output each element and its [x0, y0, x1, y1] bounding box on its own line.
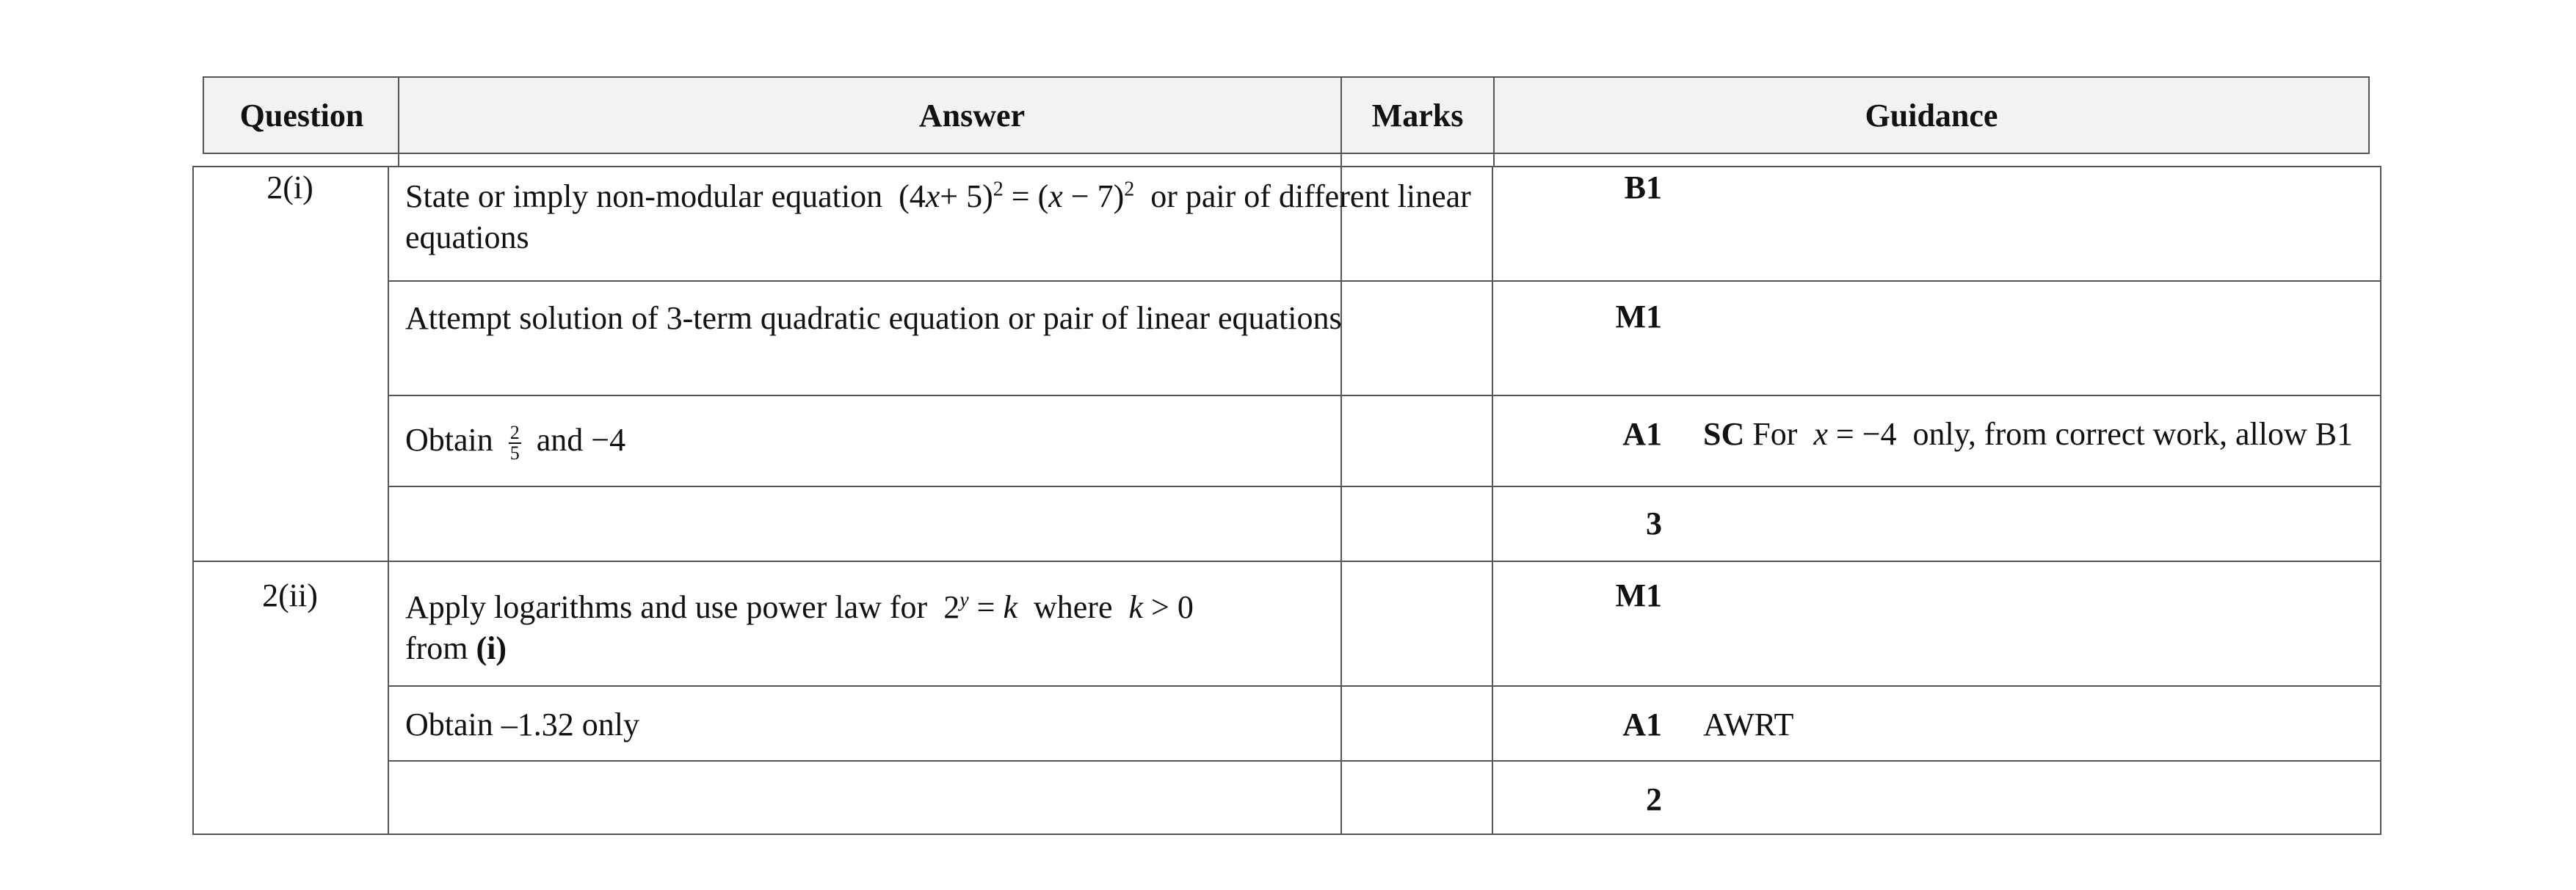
guidance-text: AWRT	[1703, 707, 1794, 743]
marks-value: M1	[1615, 299, 1662, 335]
marks-value: A1	[1622, 416, 1662, 452]
fraction: $\frac{2}{5}$	[509, 421, 520, 464]
marks-total: 2	[1646, 781, 1662, 817]
marks-total: 3	[1646, 506, 1662, 541]
row-divider	[194, 561, 2381, 562]
question-label: 2(ii)	[262, 577, 318, 613]
marks-value: A1	[1622, 707, 1662, 743]
row-divider	[388, 486, 2381, 487]
marks-value: M1	[1615, 577, 1662, 613]
guidance-text: SC For x = −4 only, from correct work, allow B1	[1703, 416, 2354, 452]
row-divider	[388, 280, 2381, 282]
question-label: 2(i)	[266, 169, 313, 205]
answer-text: Apply logarithms and use power law for $2^y = k$ where k > 0 from (i)	[405, 588, 1194, 666]
header-guidance: Guidance	[1865, 97, 1998, 134]
header-answer: Answer	[918, 97, 1026, 134]
answer-text: State or imply non-modular equation $(4x+ 5)^2 = (x - 7)^2$ or pair of different linear equations	[405, 178, 1471, 255]
answer-text: Attempt solution of 3-term quadratic equation or pair of linear equations	[405, 300, 1342, 336]
column-divider	[388, 167, 389, 834]
row-divider	[388, 760, 2381, 762]
table-header	[203, 76, 2370, 154]
answer-text: Obtain –1.32 only	[405, 707, 639, 743]
answer-text: Obtain $\frac{2}{5}$ and −4	[405, 421, 626, 464]
row-divider	[388, 685, 2381, 687]
header-question: Question	[239, 97, 364, 134]
row-divider	[388, 395, 2381, 396]
header-marks: Marks	[1371, 97, 1464, 134]
mark-scheme-table	[192, 166, 2381, 835]
marks-value: B1	[1624, 169, 1662, 205]
